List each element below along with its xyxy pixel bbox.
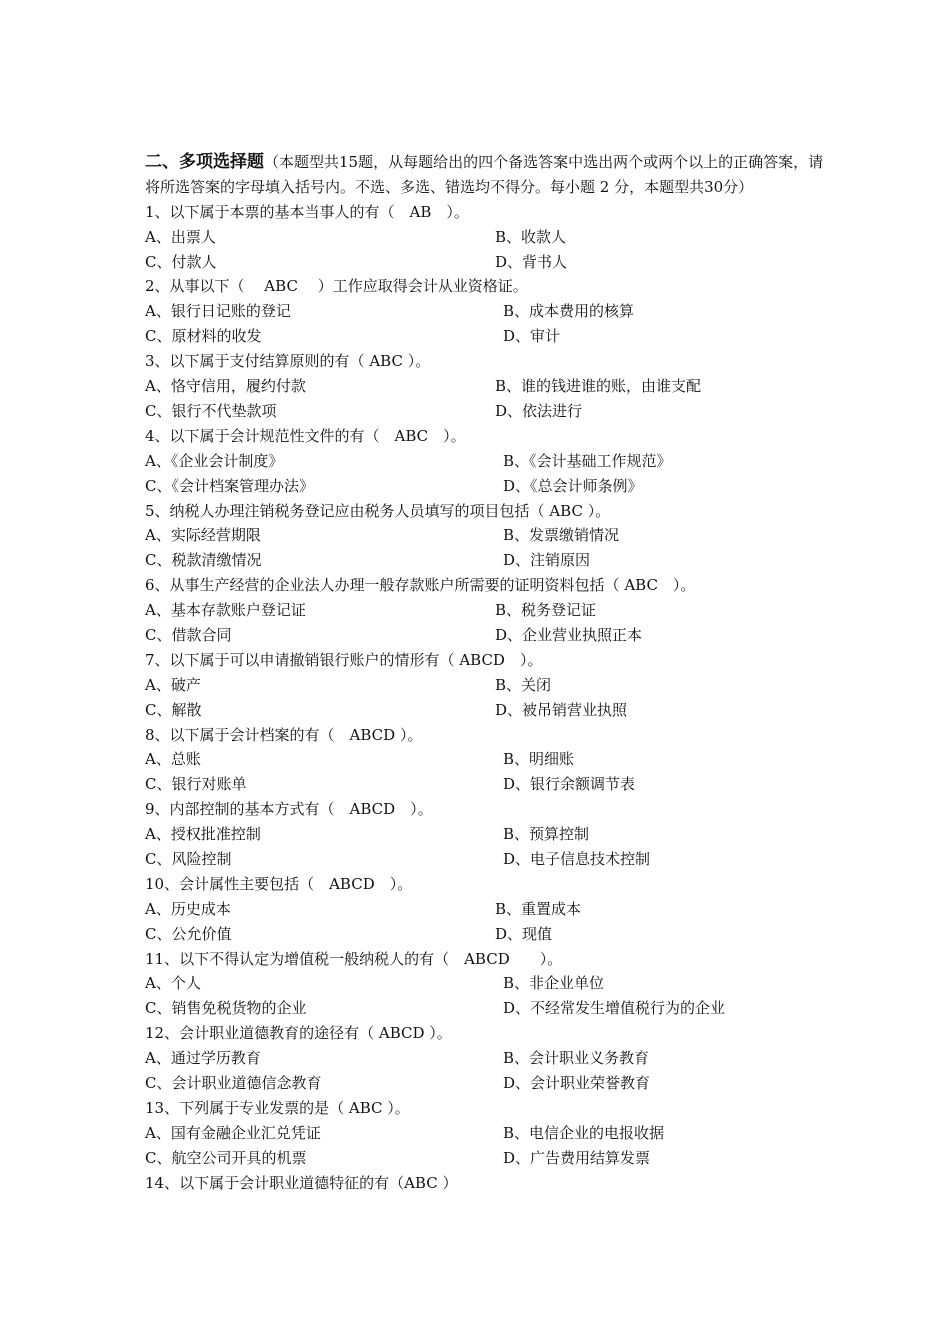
- option-text: C、解散: [145, 700, 202, 719]
- option-text: C、借款合同: [145, 625, 232, 644]
- option-text: C、《会计档案管理办法》: [145, 476, 314, 495]
- option-text: B、电信企业的电报收据: [503, 1123, 665, 1142]
- option-row: [145, 324, 825, 349]
- option-text: D、注销原因: [503, 551, 591, 570]
- option-text: C、风险控制: [145, 849, 232, 868]
- section-title: 二、多项选择题: [145, 152, 264, 172]
- option-row: [145, 225, 825, 250]
- question-stem: 7、以下属于可以申请撤销银行账户的情形有（ ABCD ）。: [145, 650, 543, 669]
- option-text: A、实际经营期限: [145, 526, 261, 545]
- question-stem: 2、从事以下（ ABC ）工作应取得会计从业资格证。: [145, 277, 528, 296]
- option-row: [145, 374, 825, 399]
- option-text: B、非企业单位: [503, 974, 605, 993]
- option-text: B、预算控制: [503, 825, 590, 844]
- option-text: C、付款人: [145, 252, 217, 271]
- option-row: [145, 747, 825, 772]
- question-stem: 12、会计职业道德教育的途径有（ ABCD ）。: [145, 1024, 452, 1043]
- option-row: [145, 399, 825, 424]
- question-stem: 4、以下属于会计规范性文件的有（ ABC ）。: [145, 426, 466, 445]
- option-row: [145, 449, 825, 474]
- option-text: D、审计: [503, 327, 561, 346]
- option-text: B、关闭: [495, 675, 552, 694]
- option-text: A、个人: [145, 974, 201, 993]
- option-text: B、明细账: [503, 750, 575, 769]
- question-stem: 11、以下不得认定为增值税一般纳税人的有（ ABCD ）。: [145, 949, 563, 968]
- option-row: [145, 971, 825, 996]
- option-row: [145, 922, 825, 947]
- option-row: [145, 847, 825, 872]
- option-row: [145, 598, 825, 623]
- option-text: D、电子信息技术控制: [503, 849, 651, 868]
- section-instructions: （本题型共15题，从每题给出的四个备选答案中选出两个或两个以上的正确答案，请将所选答案的字母填入括号内。不选、多选、错选均不得分。每小题 2 分，本题型共30分）: [145, 153, 824, 196]
- option-text: C、银行对账单: [145, 775, 247, 794]
- option-text: B、发票缴销情况: [503, 526, 620, 545]
- option-row: [145, 1146, 825, 1171]
- option-row: [145, 250, 825, 275]
- option-text: C、会计职业道德信念教育: [145, 1073, 322, 1092]
- option-text: A、出票人: [145, 227, 216, 246]
- option-text: C、银行不代垫款项: [145, 401, 277, 420]
- option-row: [145, 623, 825, 648]
- section-header: [145, 150, 825, 200]
- option-text: B、收款人: [495, 227, 567, 246]
- option-row: [145, 673, 825, 698]
- option-text: A、国有金融企业汇兑凭证: [145, 1123, 321, 1142]
- option-row: [145, 897, 825, 922]
- question-list: [145, 200, 825, 1196]
- option-text: D、会计职业荣誉教育: [503, 1073, 651, 1092]
- option-text: D、银行余额调节表: [503, 775, 636, 794]
- option-text: B、会计职业义务教育: [503, 1049, 650, 1068]
- option-text: B、成本费用的核算: [503, 302, 635, 321]
- option-text: D、不经常发生增值税行为的企业: [503, 999, 726, 1018]
- question-stem: 3、以下属于支付结算原则的有（ ABC ）。: [145, 352, 431, 371]
- option-text: A、基本存款账户登记证: [145, 601, 306, 620]
- option-row: [145, 523, 825, 548]
- option-text: A、《企业会计制度》: [145, 451, 284, 470]
- question-stem: 14、以下属于会计职业道德特征的有（ABC ）: [145, 1173, 458, 1192]
- option-row: [145, 822, 825, 847]
- option-text: A、银行日记账的登记: [145, 302, 291, 321]
- option-text: C、原材料的收发: [145, 327, 262, 346]
- option-row: [145, 548, 825, 573]
- question-section: [145, 150, 825, 1195]
- option-row: [145, 772, 825, 797]
- option-row: [145, 474, 825, 499]
- option-text: D、背书人: [495, 252, 568, 271]
- question-stem: 6、从事生产经营的企业法人办理一般存款账户所需要的证明资料包括（ ABC ）。: [145, 576, 696, 595]
- option-text: A、恪守信用，履约付款: [145, 377, 306, 396]
- option-row: [145, 1071, 825, 1096]
- option-text: C、税款清缴情况: [145, 551, 262, 570]
- option-text: C、航空公司开具的机票: [145, 1148, 307, 1167]
- question-stem: 1、以下属于本票的基本当事人的有（ AB ）。: [145, 202, 469, 221]
- option-text: A、总账: [145, 750, 201, 769]
- option-text: A、历史成本: [145, 899, 231, 918]
- option-text: C、销售免税货物的企业: [145, 999, 307, 1018]
- option-row: [145, 996, 825, 1021]
- option-text: D、现值: [495, 924, 553, 943]
- option-text: D、《总会计师条例》: [503, 476, 643, 495]
- option-text: B、重置成本: [495, 899, 582, 918]
- option-text: B、谁的钱进谁的账，由谁支配: [495, 377, 702, 396]
- option-row: [145, 1046, 825, 1071]
- option-text: D、广告费用结算发票: [503, 1148, 651, 1167]
- question-stem: 5、纳税人办理注销税务登记应由税务人员填写的项目包括（ ABC ）。: [145, 501, 611, 520]
- option-text: D、依法进行: [495, 401, 583, 420]
- option-text: D、被吊销营业执照: [495, 700, 628, 719]
- question-stem: 9、内部控制的基本方式有（ ABCD ）。: [145, 800, 433, 819]
- question-stem: 10、会计属性主要包括（ ABCD ）。: [145, 874, 413, 893]
- option-row: [145, 299, 825, 324]
- question-stem: 8、以下属于会计档案的有（ ABCD ）。: [145, 725, 423, 744]
- option-text: C、公允价值: [145, 924, 232, 943]
- option-row: [145, 1121, 825, 1146]
- option-text: A、授权批准控制: [145, 825, 261, 844]
- option-text: B、税务登记证: [495, 601, 597, 620]
- option-text: B、《会计基础工作规范》: [503, 451, 672, 470]
- option-text: D、企业营业执照正本: [495, 625, 643, 644]
- option-text: A、破产: [145, 675, 201, 694]
- option-text: A、通过学历教育: [145, 1049, 261, 1068]
- option-row: [145, 698, 825, 723]
- question-stem: 13、下列属于专业发票的是（ ABC ）。: [145, 1098, 410, 1117]
